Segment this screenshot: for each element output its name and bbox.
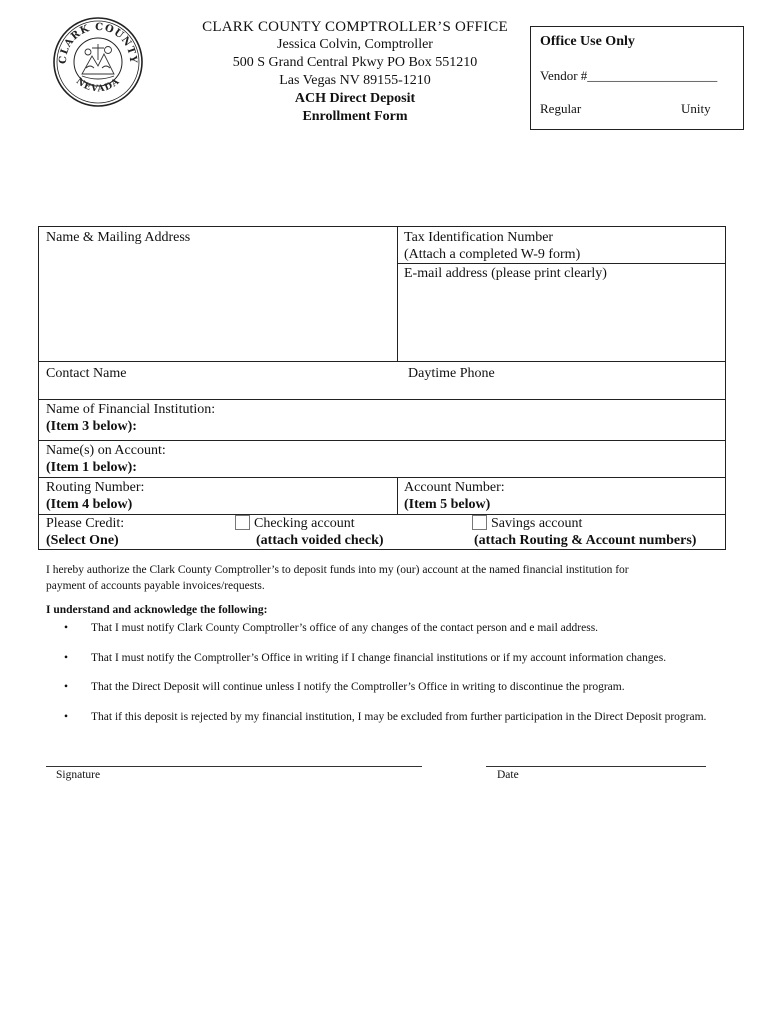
column-divider xyxy=(397,227,398,361)
form-title: ACH Direct Deposit xyxy=(294,91,416,106)
acknowledge-heading: I understand and acknowledge the following: xyxy=(46,604,268,616)
column-divider xyxy=(397,477,398,514)
please-credit-label: Please Credit: xyxy=(46,516,125,531)
row-divider xyxy=(39,361,725,362)
bullet-icon: • xyxy=(64,681,69,693)
financial-institution-field[interactable] xyxy=(46,401,716,435)
authorization-text xyxy=(46,562,736,594)
street-address: 500 S Grand Central Pkwy PO Box 551210 xyxy=(232,55,478,70)
form-subtitle: Enrollment Form xyxy=(302,109,408,124)
savings-account-note: (attach Routing & Account numbers) xyxy=(474,533,697,548)
savings-account-option[interactable] xyxy=(474,515,697,549)
row-divider xyxy=(397,263,725,264)
acknowledge-item-text: That I must notify Clark County Comptroller’s office of any changes of the contact person and e mail address. xyxy=(91,622,599,634)
financial-institution-label: Name of Financial Institution: xyxy=(46,402,216,417)
account-number-label: Account Number: xyxy=(404,480,505,495)
row-divider xyxy=(39,477,725,478)
contact-name-label: Contact Name xyxy=(46,366,127,381)
acknowledge-item-text: That I must notify the Comptroller’s Office in writing if I change financial institutions or if my account information changes. xyxy=(91,652,667,664)
checking-account-checkbox[interactable] xyxy=(235,515,250,530)
county-seal xyxy=(52,16,144,108)
date-line[interactable] xyxy=(486,766,706,767)
routing-number-note: (Item 4 below) xyxy=(46,497,133,512)
savings-account-checkbox[interactable] xyxy=(472,515,487,530)
page-header xyxy=(180,18,530,126)
names-on-account-field[interactable] xyxy=(46,442,716,476)
authorization-line: payment of accounts payable invoices/requests. xyxy=(46,580,265,592)
checking-account-label: Checking account xyxy=(254,516,355,531)
row-divider xyxy=(39,440,725,441)
financial-institution-note: (Item 3 below): xyxy=(46,419,137,434)
email-label: E-mail address (please print clearly) xyxy=(404,266,607,281)
bullet-icon: • xyxy=(64,652,69,664)
authorization-line: I hereby authorize the Clark County Comptroller’s to deposit funds into my (our) account at the named financial institution for xyxy=(46,564,629,576)
office-name: CLARK COUNTY COMPTROLLER’S OFFICE xyxy=(202,19,508,35)
signature-line[interactable] xyxy=(46,766,422,767)
row-divider xyxy=(39,399,725,400)
seal-bottom-text: NEVADA xyxy=(73,76,123,95)
name-address-field[interactable] xyxy=(46,229,386,357)
county-seal-graphic xyxy=(52,16,144,108)
unity-label: Unity xyxy=(681,101,711,116)
regular-label: Regular xyxy=(540,101,582,116)
tax-id-label: Tax Identification Number xyxy=(404,230,554,245)
names-on-account-note: (Item 1 below): xyxy=(46,460,137,475)
routing-number-field[interactable] xyxy=(46,479,386,513)
checking-account-option[interactable] xyxy=(254,515,384,549)
tax-id-note: (Attach a completed W-9 form) xyxy=(404,247,581,262)
seal-top-text: CLARK COUNTY xyxy=(57,21,139,65)
email-field[interactable] xyxy=(404,265,714,357)
names-on-account-label: Name(s) on Account: xyxy=(46,443,166,458)
daytime-phone-field[interactable] xyxy=(408,365,708,382)
tax-id-field[interactable] xyxy=(404,229,580,263)
account-number-field[interactable] xyxy=(404,479,714,513)
checking-account-note: (attach voided check) xyxy=(256,533,384,548)
comptroller-name: Jessica Colvin, Comptroller xyxy=(277,37,433,52)
daytime-phone-label: Daytime Phone xyxy=(408,366,495,381)
date-label: Date xyxy=(497,769,519,781)
select-one-note: (Select One) xyxy=(46,533,119,548)
office-use-title: Office Use Only xyxy=(540,34,635,49)
account-number-note: (Item 5 below) xyxy=(404,497,491,512)
vendor-number-field[interactable]: Vendor #____________________ xyxy=(540,68,718,83)
contact-name-field[interactable] xyxy=(46,365,386,382)
bullet-icon: • xyxy=(64,622,69,634)
name-address-label: Name & Mailing Address xyxy=(46,230,191,245)
signature-label: Signature xyxy=(56,769,101,781)
office-use-box xyxy=(530,26,744,130)
routing-number-label: Routing Number: xyxy=(46,480,145,495)
acknowledge-item-text: That if this deposit is rejected by my financial institution, I may be excluded from further participation in the Direct Deposit program. xyxy=(91,711,707,723)
savings-account-label: Savings account xyxy=(491,516,583,531)
acknowledge-item-text: That the Direct Deposit will continue unless I notify the Comptroller’s Office in writing to discontinue the program. xyxy=(91,681,625,693)
city-address: Las Vegas NV 89155-1210 xyxy=(279,73,431,88)
please-credit xyxy=(46,515,124,549)
bullet-icon: • xyxy=(64,711,69,723)
enrollment-form-table xyxy=(38,226,726,550)
